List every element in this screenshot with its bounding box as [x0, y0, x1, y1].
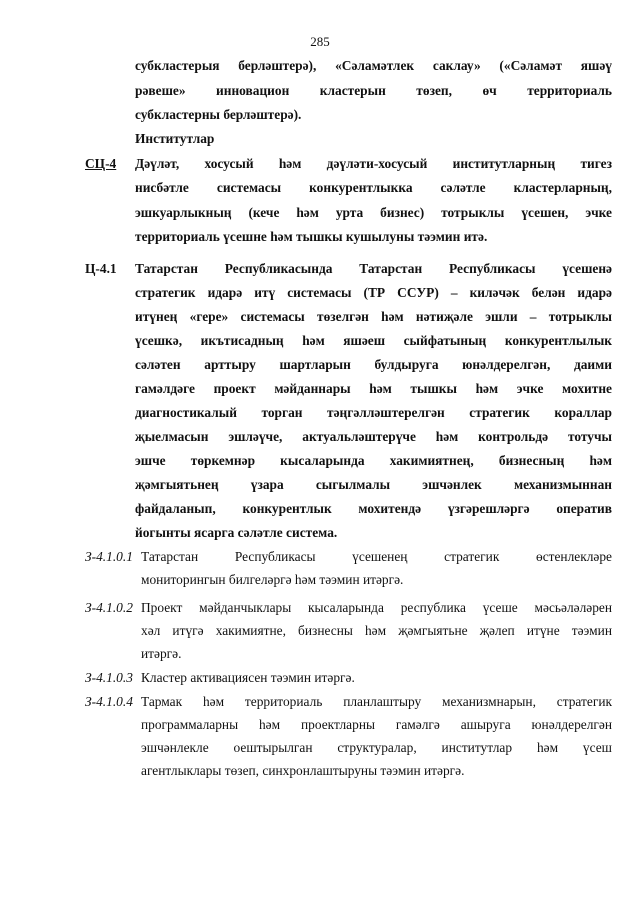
intro-line: субкластерны берләштерә).	[135, 107, 302, 122]
task-line: итәргә.	[141, 646, 182, 661]
task-code: З-4.1.0.3	[85, 670, 133, 685]
task-line: агентлыклары төзеп, синхронлаштыруны тәэмин итәргә.	[141, 763, 465, 778]
c41-line: гамәлдәге проект мәйданнары һәм тышкы һәм эчке мохитне	[135, 381, 612, 396]
c41-line: файдаланып, конкурентлык мохитендә үзгәрешләргә оператив	[135, 501, 612, 516]
c41-code: Ц-4.1	[85, 261, 117, 276]
task-line: Татарстан Республикасы үсешенең стратегик өстенлекләре	[141, 549, 612, 564]
sc4-line: нисбәтле системасы конкурентлыкка сәләтле кластерларның,	[135, 180, 612, 195]
c41-line: йогынты ясарга сәләтле система.	[135, 525, 338, 540]
sc4-line: Дәүләт, хосусый һәм дәүләти-хосусый институтларның тигез	[135, 156, 612, 171]
c41-line: стратегик идарә итү системасы (ТР ССУР) – киләчәк белән идарә	[135, 285, 612, 300]
c41-line: эшче төркемнәр кысаларында хакимиятнең, бизнесның һәм	[135, 453, 612, 468]
c41-line: сәләтен арттыру шартларын булдыруга юнәлдерелгән, даими	[135, 357, 612, 372]
intro-line: рәвеше» инновацион кластерын төзеп, өч территориаль	[135, 83, 612, 98]
task-line: эшчәнлекле оештырылган структуралар, институтлар һәм үсеш	[141, 740, 612, 755]
section-heading: Институтлар	[135, 131, 215, 146]
task-line: Тармак һәм территориаль планлаштыру механизмнарын, стратегик	[141, 694, 612, 709]
task-line: программаларны һәм проектларны гамәлгә ашыруга юнәлдерелгән	[141, 717, 612, 732]
c41-line: үсешкә, икътисадның һәм яшәеш сыйфатының конкурентлылык	[135, 333, 612, 348]
sc4-code: СЦ-4	[85, 156, 117, 171]
sc4-line: территориаль үсешне һәм тышкы кушылуны тәэмин итә.	[135, 229, 488, 244]
intro-line: субкластерыя берләштерә), «Сәламәтлек саклау» («Сәламәт яшәү	[135, 58, 612, 73]
page-number: 285	[310, 34, 330, 49]
c41-line: җәмгыятьнең үзара сыгылмалы эшчәнлек механизмыннан	[135, 477, 612, 492]
task-code: З-4.1.0.4	[85, 694, 133, 709]
task-line: Кластер активациясен тәэмин итәргә.	[141, 670, 355, 685]
task-line: хәл итүгә хакимиятне, бизнесны һәм җәмгыятьне җәлеп итүне тәэмин	[141, 623, 612, 638]
c41-line: диагностикалый торган тәңгәлләштерелгән стратегик кораллар	[135, 405, 612, 420]
c41-line: итүнең «гере» системасы төзелгән һәм нәтиҗәле эшли – тотрыклы	[135, 309, 612, 324]
c41-line: Татарстан Республикасында Татарстан Республикасы үсешенә	[135, 261, 612, 276]
c41-line: җыелмасын эшләүче, актуальләштерүче һәм контрольдә тотучы	[135, 429, 612, 444]
task-code: З-4.1.0.2	[85, 600, 133, 615]
task-line: мониторингын билгеләргә һәм тәэмин итәргә.	[141, 572, 404, 587]
sc4-line: эшкуарлыкның (кече һәм урта бизнес) тотрыклы үсешен, эчке	[135, 205, 612, 220]
task-code: З-4.1.0.1	[85, 549, 133, 564]
task-line: Проект мәйданчыклары кысаларында республика үсеше мәсьәләләрен	[141, 600, 612, 615]
